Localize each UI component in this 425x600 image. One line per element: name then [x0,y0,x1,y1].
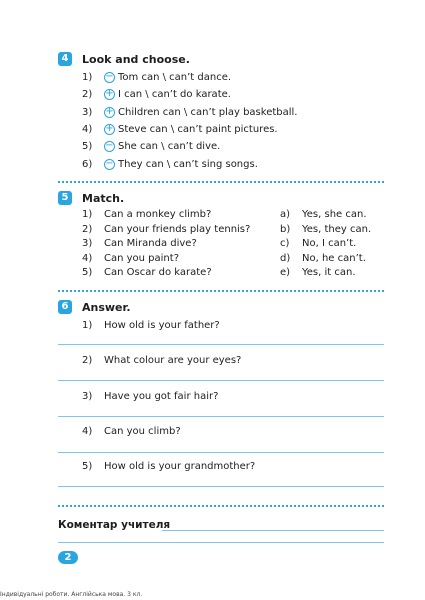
page-number: 2 [58,551,78,564]
item-text: No, I can’t. [302,237,357,249]
item-text: Can you paint? [104,252,179,264]
item-text: No, he can’t. [302,252,366,264]
item-number: 2) [82,354,93,366]
item-letter: c) [280,237,290,249]
exercise-6-number: 6 [58,300,72,314]
dotted-divider [58,505,384,507]
exercise-4-item-1 [82,69,231,85]
exercise-5-question-1 [82,206,211,222]
item-text: Can you climb? [104,425,181,437]
item-text: Can Oscar do karate? [104,266,212,278]
item-number: 3) [82,106,93,118]
item-text: Yes, they can. [302,223,372,235]
exercise-4-item-5 [82,138,220,154]
item-number: 5) [82,460,93,472]
dotted-divider [58,290,384,292]
item-text: They can \ can’t sing songs. [118,158,258,170]
item-letter: b) [280,223,291,235]
item-text: How old is your grandmother? [104,460,256,472]
plus-sign-icon: + [105,122,114,134]
item-number: 5) [82,266,93,278]
minus-sign-icon: − [105,157,114,169]
item-letter: e) [280,266,291,278]
exercise-6-title: Answer. [82,301,131,314]
minus-sign-icon: − [105,70,114,82]
exercise-4-item-4 [82,121,278,137]
dotted-divider [58,181,384,183]
exercise-6-question-4 [82,423,181,439]
item-text: Yes, it can. [302,266,356,278]
teacher-comment-label: Коментар учителя [58,519,171,531]
teacher-comment-line[interactable] [162,530,384,531]
item-letter: d) [280,252,291,264]
exercise-4-item-3 [82,104,297,120]
exercise-4-number: 4 [58,52,72,66]
item-text: How old is your father? [104,319,220,331]
item-number: 3) [82,237,93,249]
plus-sign-icon: + [105,87,114,99]
exercise-5-number: 5 [58,191,72,205]
exercise-5-question-5 [82,264,212,280]
item-number: 4) [82,123,93,135]
answer-line[interactable] [58,380,384,381]
footer-text: Індивідуальні роботи. Англійська мова. 3 кл. [0,591,143,598]
answer-line[interactable] [58,486,384,487]
item-text: Yes, she can. [302,208,367,220]
item-text: Can your friends play tennis? [104,223,251,235]
item-number: 1) [82,208,93,220]
item-text: Steve can \ can’t paint pictures. [118,123,278,135]
exercise-6-question-2 [82,352,241,368]
answer-line[interactable] [58,344,384,345]
exercise-5-answer-e [280,264,356,280]
teacher-comment-line[interactable] [58,542,384,543]
exercise-4-item-2 [82,86,231,102]
item-number: 2) [82,223,93,235]
item-letter: a) [280,208,291,220]
minus-sign-icon: − [105,139,114,151]
item-text: I can \ can’t do karate. [118,88,231,100]
item-text: Have you got fair hair? [104,390,219,402]
answer-line[interactable] [58,416,384,417]
item-number: 4) [82,252,93,264]
item-number: 6) [82,158,93,170]
item-number: 1) [82,319,93,331]
item-number: 3) [82,390,93,402]
item-number: 2) [82,88,93,100]
exercise-5-answer-c [280,235,356,251]
item-number: 1) [82,71,93,83]
answer-line[interactable] [58,452,384,453]
exercise-5-answer-a [280,206,367,222]
exercise-5-question-3 [82,235,197,251]
item-text: What colour are your eyes? [104,354,242,366]
item-text: Children can \ can’t play basketball. [118,106,298,118]
item-text: She can \ can’t dive. [118,140,221,152]
exercise-6-question-5 [82,458,255,474]
exercise-5-title: Match. [82,192,125,205]
exercise-6-question-3 [82,388,218,404]
exercise-4-title: Look and choose. [82,53,190,66]
item-number: 5) [82,140,93,152]
exercise-6-question-1 [82,317,220,333]
item-text: Tom can \ can’t dance. [118,71,232,83]
item-text: Can a monkey climb? [104,208,212,220]
exercise-4-item-6 [82,156,258,172]
item-text: Can Miranda dive? [104,237,197,249]
item-number: 4) [82,425,93,437]
plus-sign-icon: + [105,105,114,117]
